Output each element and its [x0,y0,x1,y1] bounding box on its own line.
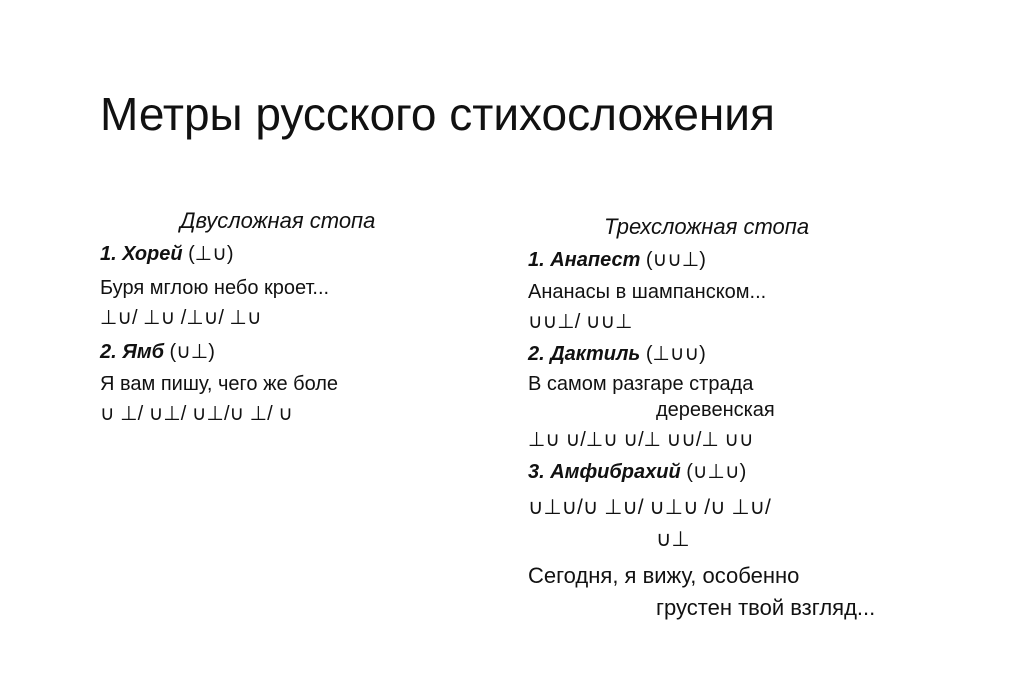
three-syllable-column [528,214,948,620]
three-syllable-heading: Трехсложная стопа [604,214,810,239]
anapest-scheme: (∪∪⊥) [640,249,706,271]
dactyl-example-line-1: В самом разгаре страда [528,373,754,395]
two-syllable-column [100,208,440,425]
choree-name: 1. Хорей [100,243,183,265]
dactyl-name: 2. Дактиль [528,343,641,365]
choree-title [100,242,234,266]
amphibrach-example-line-1: Сегодня, я вижу, особенно [528,563,800,588]
amphibrach-title [528,460,746,484]
choree-pattern: ⊥∪/ ⊥∪ /⊥∪/ ⊥∪ [100,307,262,329]
slide-title: Метры русского стихосложения [100,88,775,140]
anapest-name: 1. Анапест [528,249,641,271]
choree-example: Буря мглою небо кроет... [100,277,330,299]
dactyl-example-line-2: деревенская [656,399,775,421]
anapest-pattern: ∪∪⊥/ ∪∪⊥ [528,311,633,333]
iamb-example: Я вам пишу, чего же боле [100,373,339,395]
two-syllable-heading: Двусложная стопа [180,208,376,233]
amphibrach-example-line-2: грустен твой взгляд... [656,595,876,620]
amphibrach-scheme: (∪⊥∪) [680,461,747,483]
dactyl-scheme: (⊥∪∪) [640,343,706,365]
iamb-scheme: (∪⊥) [164,341,215,363]
amphibrach-name: 3. Амфибрахий [528,461,681,483]
amphibrach-pattern-line-1: ∪⊥∪/∪ ⊥∪/ ∪⊥∪ /∪ ⊥∪/ [528,496,771,519]
anapest-title [528,248,706,272]
anapest-example: Ананасы в шампанском... [528,281,767,303]
choree-scheme: (⊥∪) [182,243,234,265]
dactyl-title [528,342,706,366]
iamb-pattern: ∪ ⊥/ ∪⊥/ ∪⊥/∪ ⊥/ ∪ [100,403,293,425]
amphibrach-pattern-line-2: ∪⊥ [656,528,690,551]
dactyl-pattern: ⊥∪ ∪/⊥∪ ∪/⊥ ∪∪/⊥ ∪∪ [528,429,754,451]
iamb-title [100,340,215,364]
iamb-name: 2. Ямб [100,341,164,363]
